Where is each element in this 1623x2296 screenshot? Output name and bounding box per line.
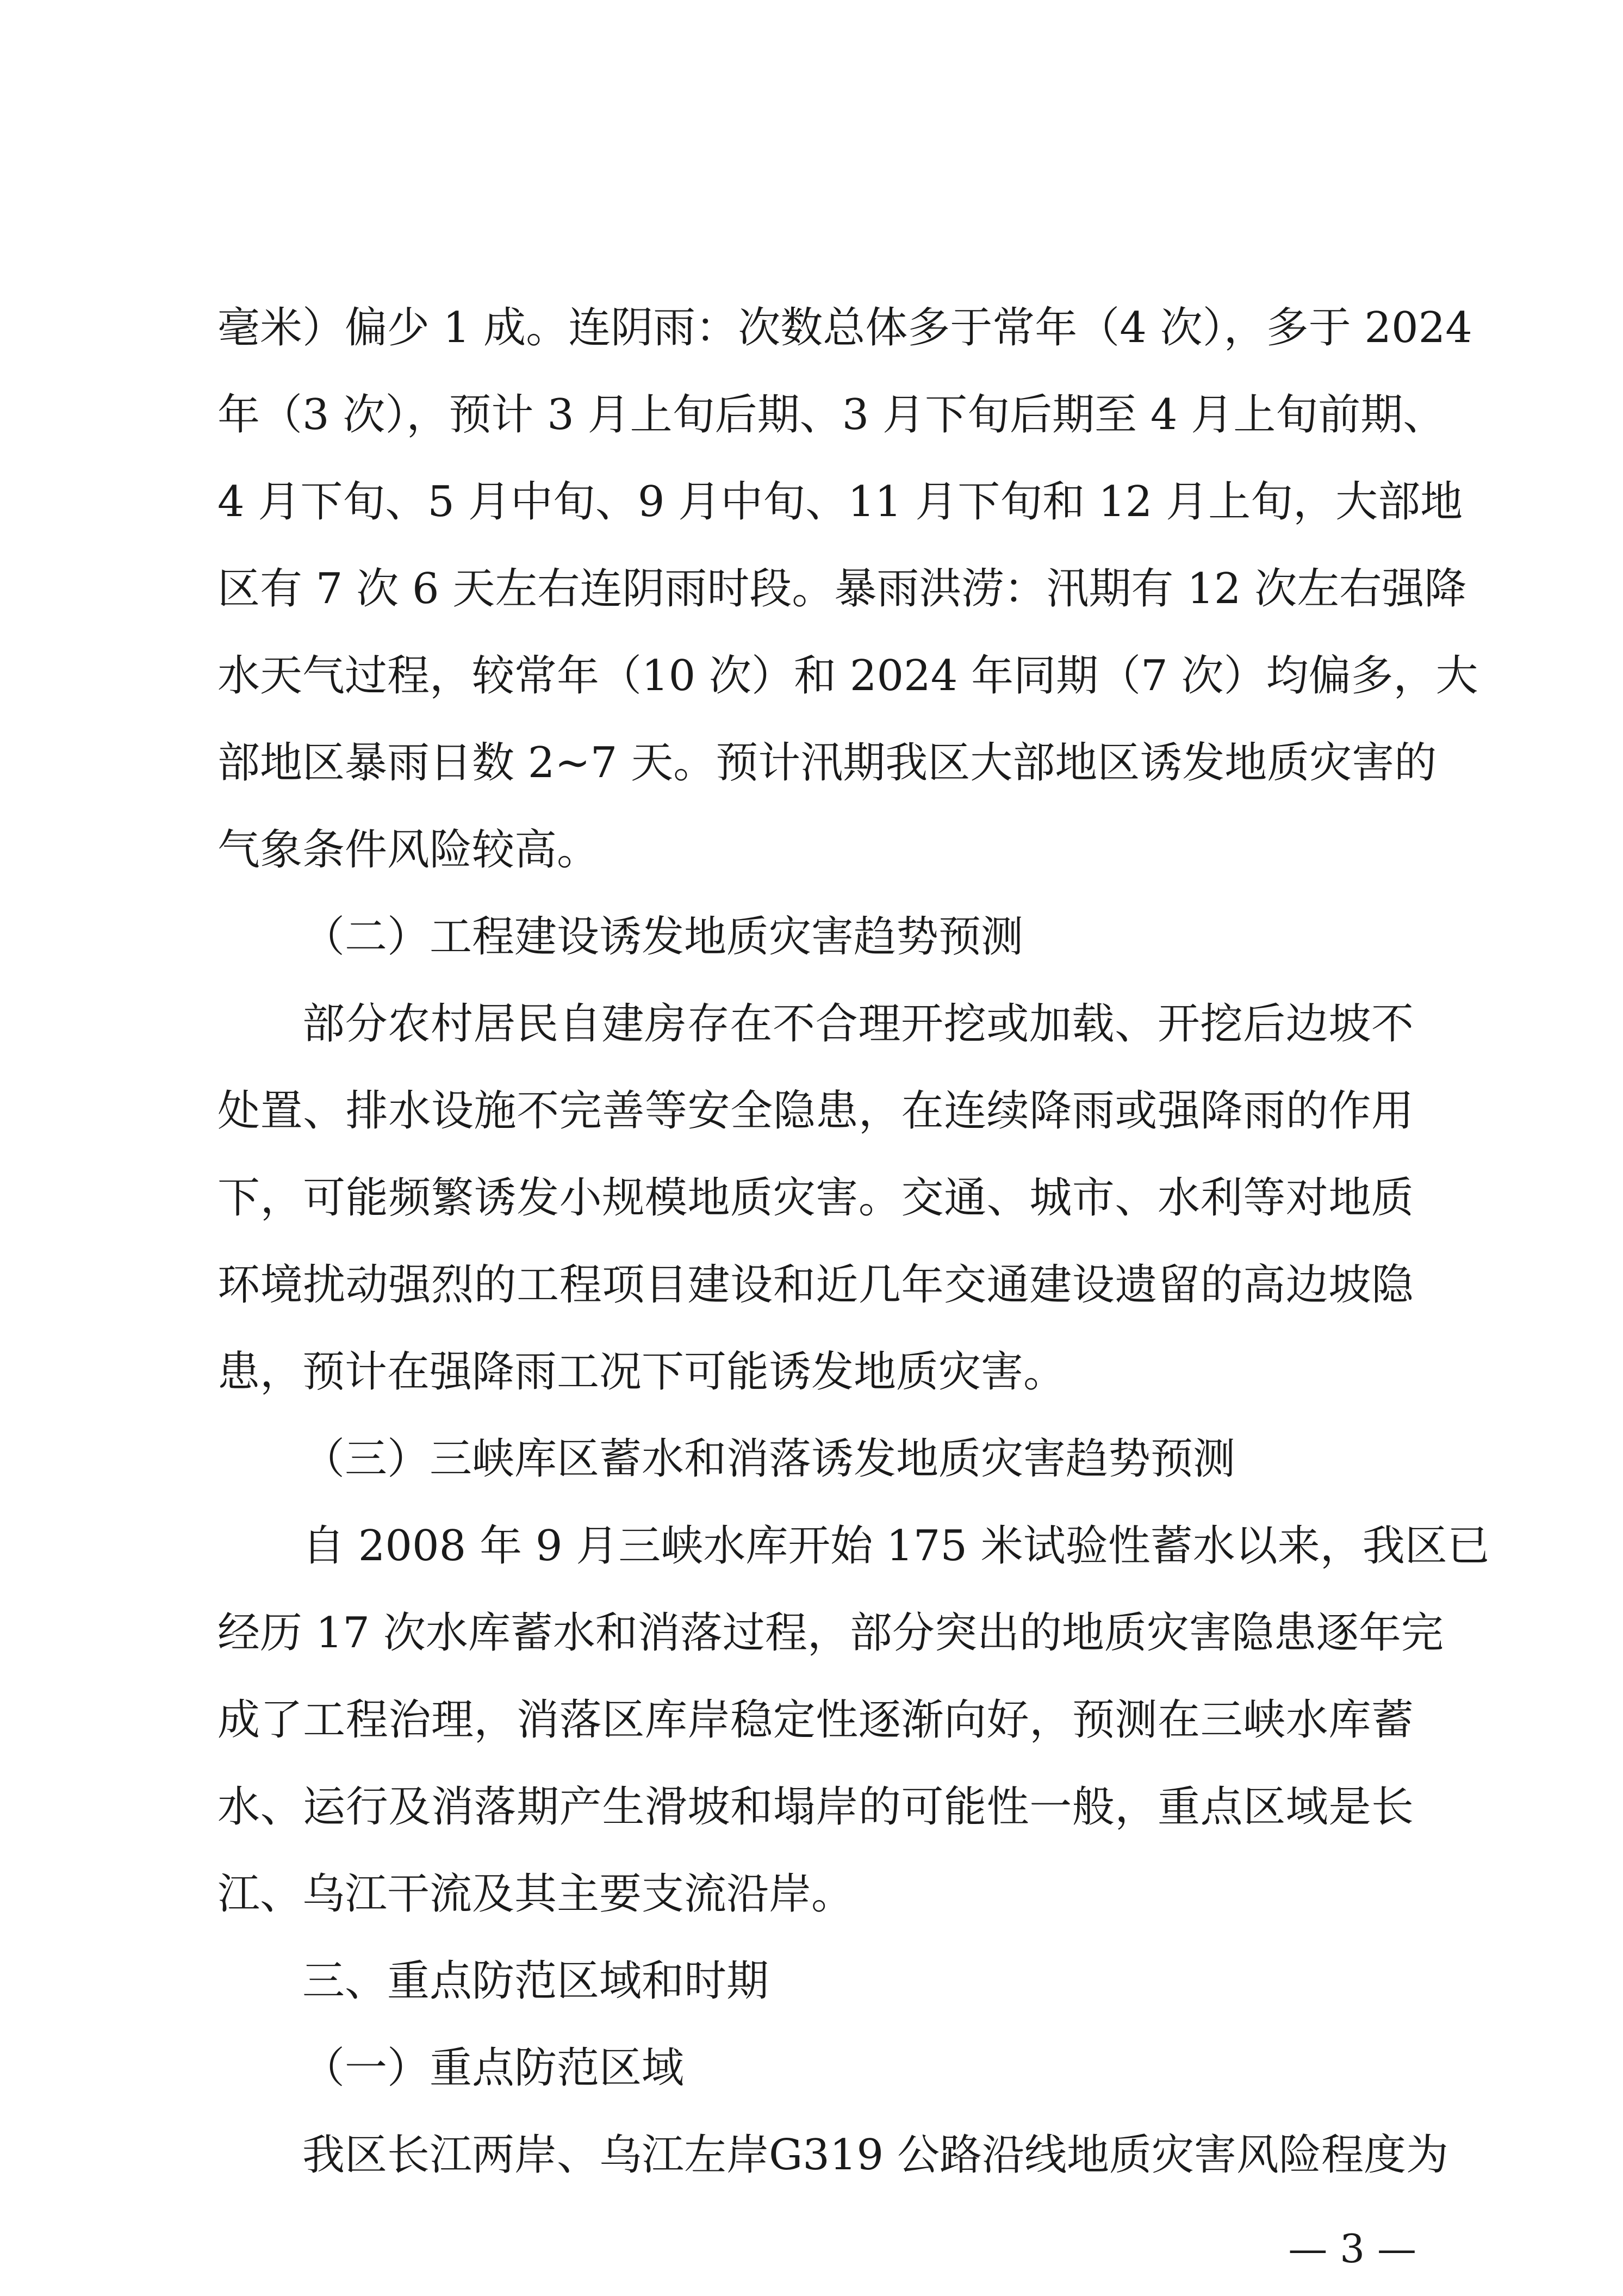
body-line: 水、运行及消落期产生滑坡和塌岸的可能性一般，重点区域是长 bbox=[217, 1783, 1414, 1832]
body-line: 处置、排水设施不完善等安全隐患，在连续降雨或强降雨的作用 bbox=[217, 1087, 1414, 1135]
body-line: 江、乌江干流及其主要支流沿岸。 bbox=[217, 1870, 854, 1919]
body-line: 毫米）偏少 1 成。连阴雨：次数总体多于常年（4 次），多于 2024 bbox=[217, 303, 1472, 352]
subheading: （二）工程建设诱发地质灾害趋势预测 bbox=[302, 913, 1024, 961]
body-line: 区有 7 次 6 天左右连阴雨时段。暴雨洪涝：汛期有 12 次左右强降 bbox=[217, 564, 1467, 613]
body-line: 年（3 次），预计 3 月上旬后期、3 月下旬后期至 4 月上旬前期、 bbox=[217, 390, 1446, 439]
body-line: 我区长江两岸、乌江左岸G319 公路沿线地质灾害风险程度为 bbox=[302, 2131, 1448, 2180]
body-line: 部分农村居民自建房存在不合理开挖或加载、开挖后边坡不 bbox=[302, 1000, 1414, 1048]
subheading: （一）重点防范区域 bbox=[302, 2044, 685, 2093]
body-line: 部地区暴雨日数 2~7 天。预计汛期我区大部地区诱发地质灾害的 bbox=[217, 739, 1437, 787]
body-line: 自 2008 年 9 月三峡水库开始 175 米试验性蓄水以来，我区已 bbox=[302, 1522, 1490, 1571]
page-number: — 3 — bbox=[1288, 2226, 1416, 2272]
body-line: 成了工程治理，消落区库岸稳定性逐渐向好，预测在三峡水库蓄 bbox=[217, 1696, 1414, 1745]
body-line: 下，可能频繁诱发小规模地质灾害。交通、城市、水利等对地质 bbox=[217, 1174, 1414, 1223]
body-line: 4 月下旬、5 月中旬、9 月中旬、11 月下旬和 12 月上旬，大部地 bbox=[217, 477, 1463, 526]
body-line: 环境扰动强烈的工程项目建设和近几年交通建设遗留的高边坡隐 bbox=[217, 1261, 1414, 1310]
body-line: 患，预计在强降雨工况下可能诱发地质灾害。 bbox=[217, 1348, 1066, 1397]
body-line: 水天气过程，较常年（10 次）和 2024 年同期（7 次）均偏多，大 bbox=[217, 651, 1478, 700]
body-line: 气象条件风险较高。 bbox=[217, 826, 600, 874]
body-line: 经历 17 次水库蓄水和消落过程，部分突出的地质灾害隐患逐年完 bbox=[217, 1609, 1444, 1658]
section-heading: 三、重点防范区域和时期 bbox=[302, 1957, 769, 2006]
subheading: （三）三峡库区蓄水和消落诱发地质灾害趋势预测 bbox=[302, 1435, 1236, 1484]
